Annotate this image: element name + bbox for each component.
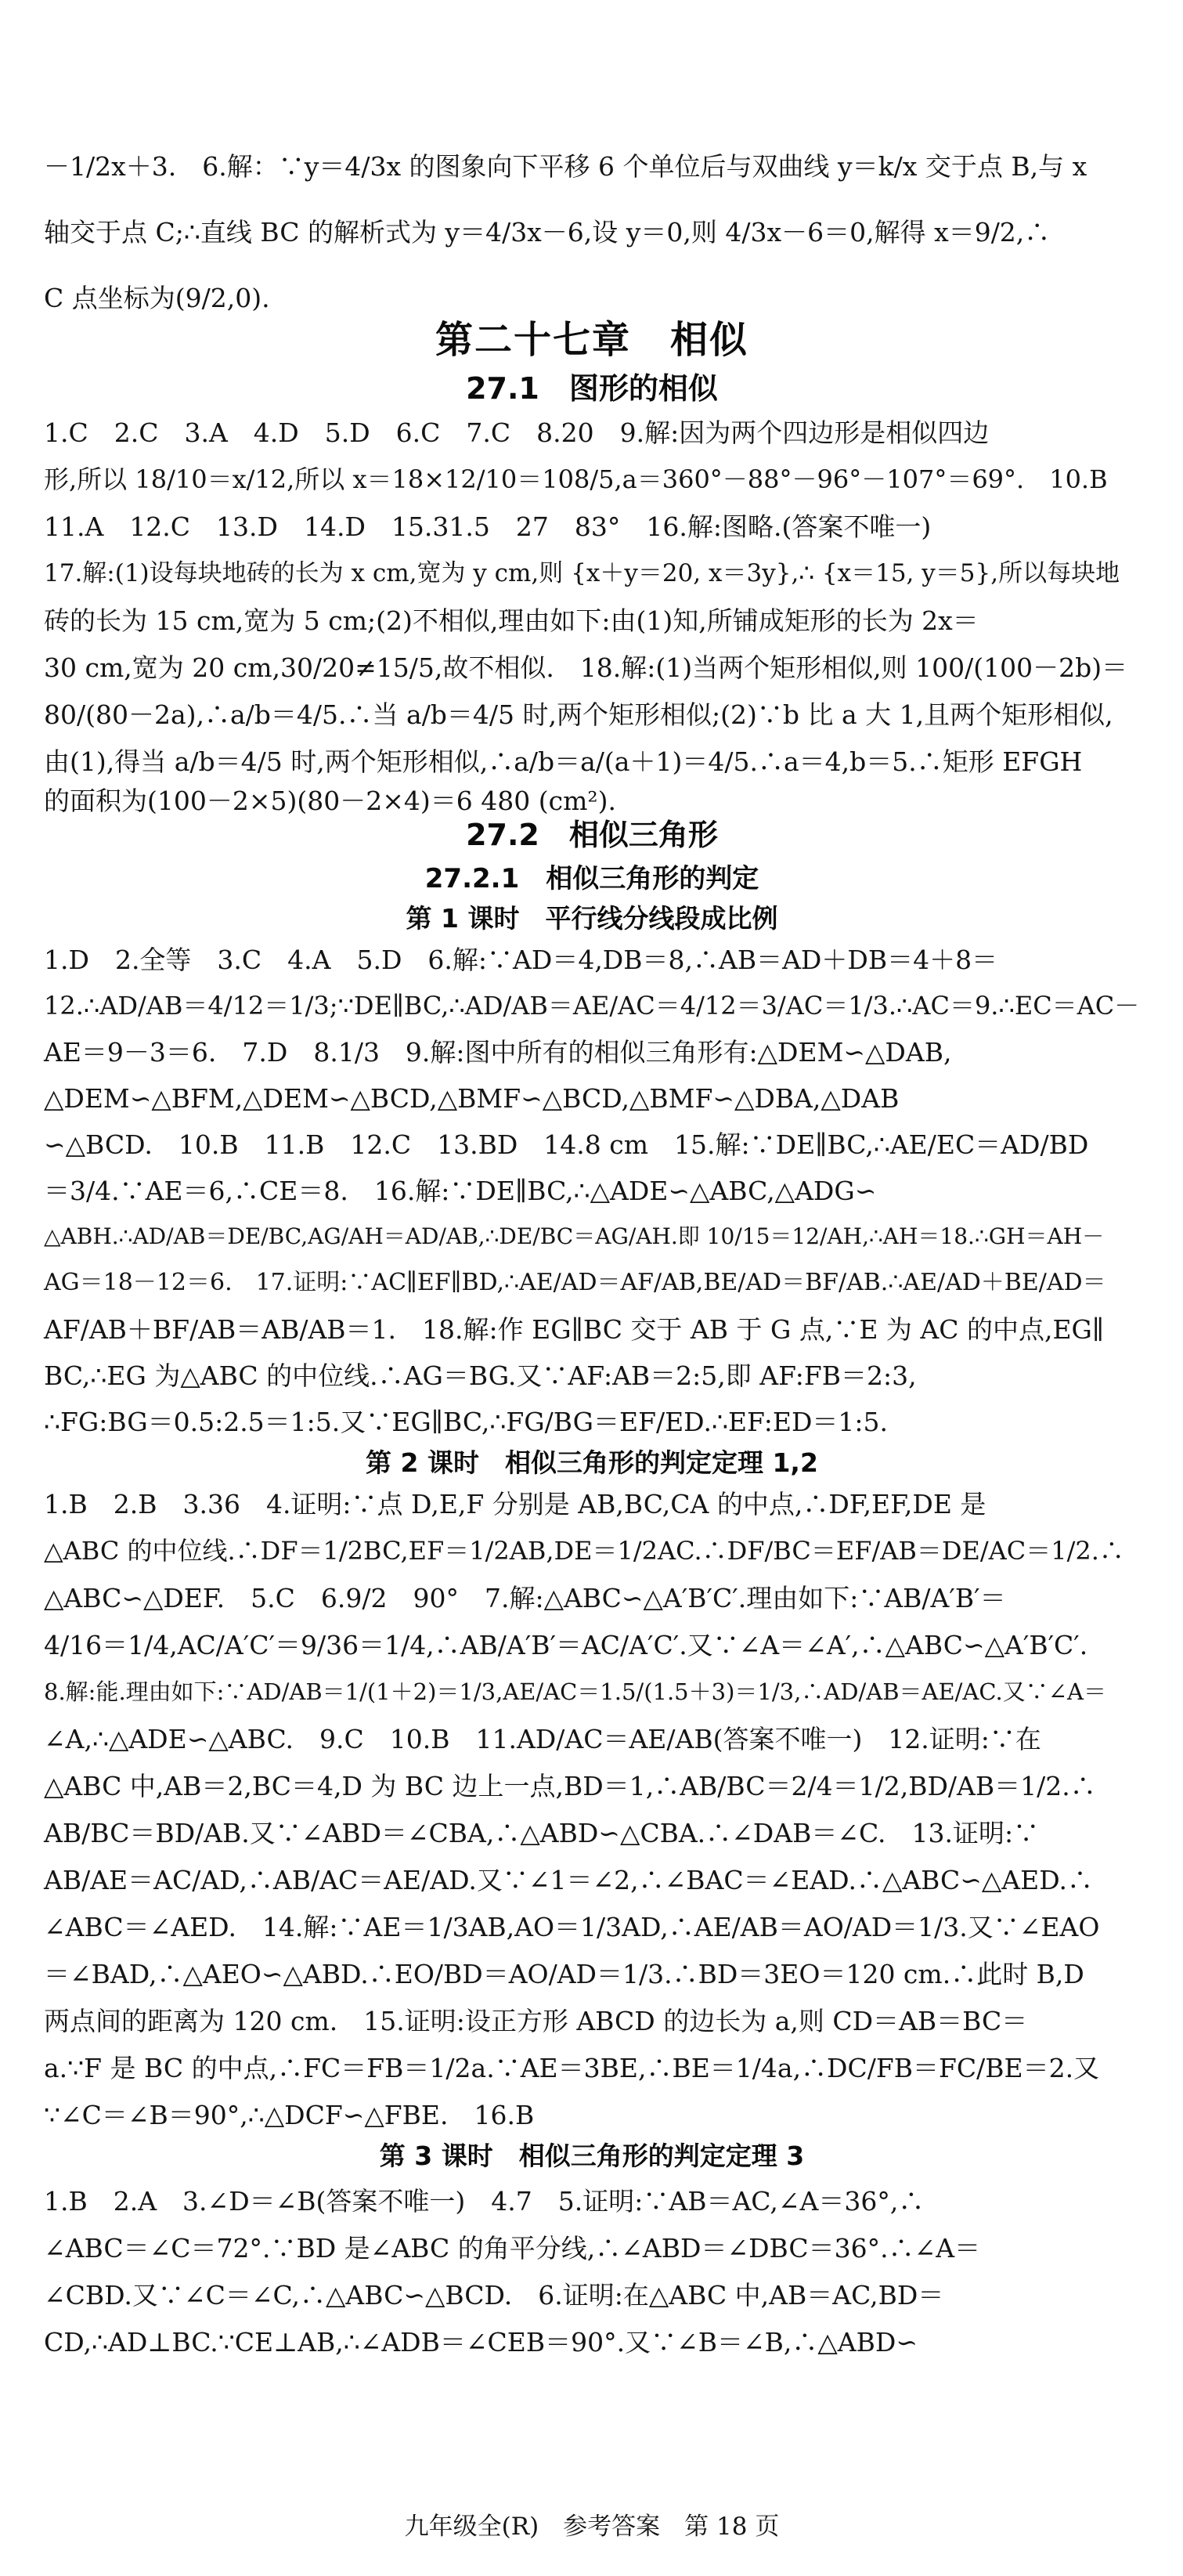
text-line: 砖的长为 15 cm,宽为 5 cm;(2)不相似,理由如下:由(1)知,所铺成矩形的长为 2x＝ bbox=[44, 605, 979, 636]
text-line: △DEM∽△BFM,△DEM∽△BCD,△BMF∽△BCD,△BMF∽△DBA,△DAB bbox=[44, 1082, 900, 1114]
section-title-27-1: 27.1 图形的相似 bbox=[466, 371, 718, 406]
text-line: ∠ABC＝∠AED. 14.解:∵AE＝1/3AB,AO＝1/3AD,∴AE/AB＝AO/AD＝1/3.又∵∠EAO bbox=[44, 1911, 1100, 1942]
text-line: －1/2x＋3. 6.解：∵y＝4/3x 的图象向下平移 6 个单位后与双曲线 y＝k/x 交于点 B,与 x bbox=[44, 150, 1087, 182]
text-line: ∽△BCD. 10.B 11.B 12.C 13.BD 14.8 cm 15.解:∵DE∥BC,∴AE/EC＝AD/BD bbox=[44, 1129, 1089, 1160]
text-line: 30 cm,宽为 20 cm,30/20≠15/5,故不相似. 18.解:(1)当两个矩形相似,则 100/(100－2b)＝ bbox=[44, 652, 1128, 683]
text-line: 1.B 2.B 3.36 4.证明:∵点 D,E,F 分别是 AB,BC,CA 的中点,∴DF,EF,DE 是 bbox=[44, 1488, 986, 1519]
text-line: ∠ABC＝∠C＝72°.∵BD 是∠ABC 的角平分线,∴∠ABD＝∠DBC＝36°.∴∠A＝ bbox=[44, 2232, 981, 2263]
lesson-2-title: 第 2 课时 相似三角形的判定定理 1,2 bbox=[366, 1447, 818, 1478]
text-line: BC,∴EG 为△ABC 的中位线.∴AG＝BG.又∵AF:AB＝2:5,即 AF:FB＝2:3, bbox=[44, 1360, 917, 1391]
text-line: C 点坐标为(9/2,0). bbox=[44, 282, 270, 313]
text-line: 8.解:能.理由如下:∵AD/AB＝1/(1＋2)＝1/3,AE/AC＝1.5/(1.5＋3)＝1/3,∴AD/AB＝AE/AC.又∵∠A＝ bbox=[44, 1678, 1106, 1705]
text-line: a.∵F 是 BC 的中点,∴FC＝FB＝1/2a.∵AE＝3BE,∴BE＝1/4a,∴DC/FB＝FC/BE＝2.又 bbox=[44, 2052, 1100, 2083]
text-line: 12.∴AD/AB＝4/12＝1/3;∵DE∥BC,∴AD/AB＝AE/AC＝4/12＝3/AC＝1/3.∴AC＝9.∴EC＝AC－ bbox=[44, 991, 1140, 1021]
text-line: 11.A 12.C 13.D 14.D 15.31.5 27 83° 16.解:图略.(答案不唯一) bbox=[44, 511, 932, 542]
text-line: ∠CBD.又∵∠C＝∠C,∴△ABC∽△BCD. 6.证明:在△ABC 中,AB＝AC,BD＝ bbox=[44, 2279, 944, 2310]
subsection-title-27-2-1: 27.2.1 相似三角形的判定 bbox=[424, 863, 759, 894]
text-line: ∠A,∴△ADE∽△ABC. 9.C 10.B 11.AD/AC＝AE/AB(答案不唯一) 12.证明:∵在 bbox=[44, 1723, 1041, 1754]
text-line: △ABH.∴AD/AB＝DE/BC,AG/AH＝AD/AB,∴DE/BC＝AG/AH.即 10/15＝12/AH,∴AH＝18.∴GH＝AH－ bbox=[44, 1223, 1105, 1249]
section-title-27-2: 27.2 相似三角形 bbox=[466, 818, 718, 852]
text-line: 两点间的距离为 120 cm. 15.证明:设正方形 ABCD 的边长为 a,则 CD＝AB＝BC＝ bbox=[44, 2005, 1028, 2036]
text-line: AE＝9－3＝6. 7.D 8.1/3 9.解:图中所有的相似三角形有:△DEM∽△DAB, bbox=[44, 1036, 952, 1068]
text-line: ＝∠BAD,∴△AEO∽△ABD.∴EO/BD＝AO/AD＝1/3.∴BD＝3EO＝120 cm.∴此时 B,D bbox=[44, 1958, 1084, 1989]
text-line: △ABC 中,AB＝2,BC＝4,D 为 BC 边上一点,BD＝1,∴AB/BC＝2/4＝1/2,BD/AB＝1/2.∴ bbox=[44, 1770, 1096, 1801]
answer-page bbox=[44, 0, 1140, 2576]
text-line: 4/16＝1/4,AC/A′C′＝9/36＝1/4,∴AB/A′B′＝AC/A′C′.又∵∠A＝∠A′,∴△ABC∽△A′B′C′. bbox=[44, 1629, 1088, 1660]
page-footer: 九年级全(R) 参考答案 第 18 页 bbox=[404, 2513, 780, 2541]
text-line: AB/BC＝BD/AB.又∵∠ABD＝∠CBA,∴△ABD∽△CBA.∴∠DAB＝∠C. 13.证明:∵ bbox=[44, 1817, 1040, 1848]
text-line: 的面积为(100－2×5)(80－2×4)＝6 480 (cm²). bbox=[44, 785, 616, 816]
text-line: AG＝18－12＝6. 17.证明:∵AC∥EF∥BD,∴AE/AD＝AF/AB,BE/AD＝BF/AB.∴AE/AD＋BE/AD＝ bbox=[44, 1269, 1106, 1296]
chapter-title: 第二十七章 相似 bbox=[435, 318, 748, 362]
text-line: 17.解:(1)设每块地砖的长为 x cm,宽为 y cm,则 {x＋y＝20, x＝3y},∴ {x＝15, y＝5},所以每块地 bbox=[44, 558, 1120, 587]
text-line: CD,∴AD⊥BC.∵CE⊥AB,∴∠ADB＝∠CEB＝90°.又∵∠B＝∠B,∴△ABD∽ bbox=[44, 2326, 918, 2357]
text-line: △ABC∽△DEF. 5.C 6.9/2 90° 7.解:△ABC∽△A′B′C′.理由如下:∵AB/A′B′＝ bbox=[44, 1582, 1006, 1613]
text-line: AF/AB＋BF/AB＝AB/AB＝1. 18.解:作 EG∥BC 交于 AB 于 G 点,∵E 为 AC 的中点,EG∥ bbox=[44, 1313, 1105, 1345]
text-line: ∵∠C＝∠B＝90°,∴△DCF∽△FBE. 16.B bbox=[44, 2099, 535, 2130]
text-line: 形,所以 18/10＝x/12,所以 x＝18×12/10＝108/5,a＝360°－88°－96°－107°＝69°. 10.B bbox=[44, 464, 1108, 494]
text-line: 1.D 2.全等 3.C 4.A 5.D 6.解:∵AD＝4,DB＝8,∴AB＝AD＋DB＝4＋8＝ bbox=[44, 944, 998, 975]
text-line: 80/(80－2a),∴a/b＝4/5.∴当 a/b＝4/5 时,两个矩形相似;(2)∵b 比 a 大 1,且两个矩形相似, bbox=[44, 699, 1113, 730]
text-line: 1.C 2.C 3.A 4.D 5.D 6.C 7.C 8.20 9.解:因为两个四边形是相似四边 bbox=[44, 417, 990, 448]
text-line: 轴交于点 C;∴直线 BC 的解析式为 y＝4/3x－6,设 y＝0,则 4/3x－6＝0,解得 x＝9/2,∴ bbox=[44, 216, 1051, 247]
text-line: 1.B 2.A 3.∠D＝∠B(答案不唯一) 4.7 5.证明:∵AB＝AC,∠A＝36°,∴ bbox=[44, 2185, 925, 2217]
text-line: AB/AE＝AC/AD,∴AB/AC＝AE/AD.又∵∠1＝∠2,∴∠BAC＝∠EAD.∴△ABC∽△AED.∴ bbox=[44, 1864, 1093, 1895]
lesson-3-title: 第 3 课时 相似三角形的判定定理 3 bbox=[379, 2141, 805, 2171]
text-line: 由(1),得当 a/b＝4/5 时,两个矩形相似,∴a/b＝a/(a＋1)＝4/5.∴a＝4,b＝5.∴矩形 EFGH bbox=[44, 746, 1083, 777]
text-line: ∴FG:BG＝0.5:2.5＝1:5.又∵EG∥BC,∴FG/BG＝EF/ED.∴EF:ED＝1:5. bbox=[44, 1406, 889, 1437]
text-line: △ABC 的中位线.∴DF＝1/2BC,EF＝1/2AB,DE＝1/2AC.∴DF/BC＝EF/AB＝DE/AC＝1/2.∴ bbox=[44, 1536, 1124, 1566]
lesson-1-title: 第 1 课时 平行线分线段成比例 bbox=[406, 903, 778, 934]
text-line: ＝3/4.∵AE＝6,∴CE＝8. 16.解:∵DE∥BC,∴△ADE∽△ABC,△ADG∽ bbox=[44, 1175, 877, 1206]
